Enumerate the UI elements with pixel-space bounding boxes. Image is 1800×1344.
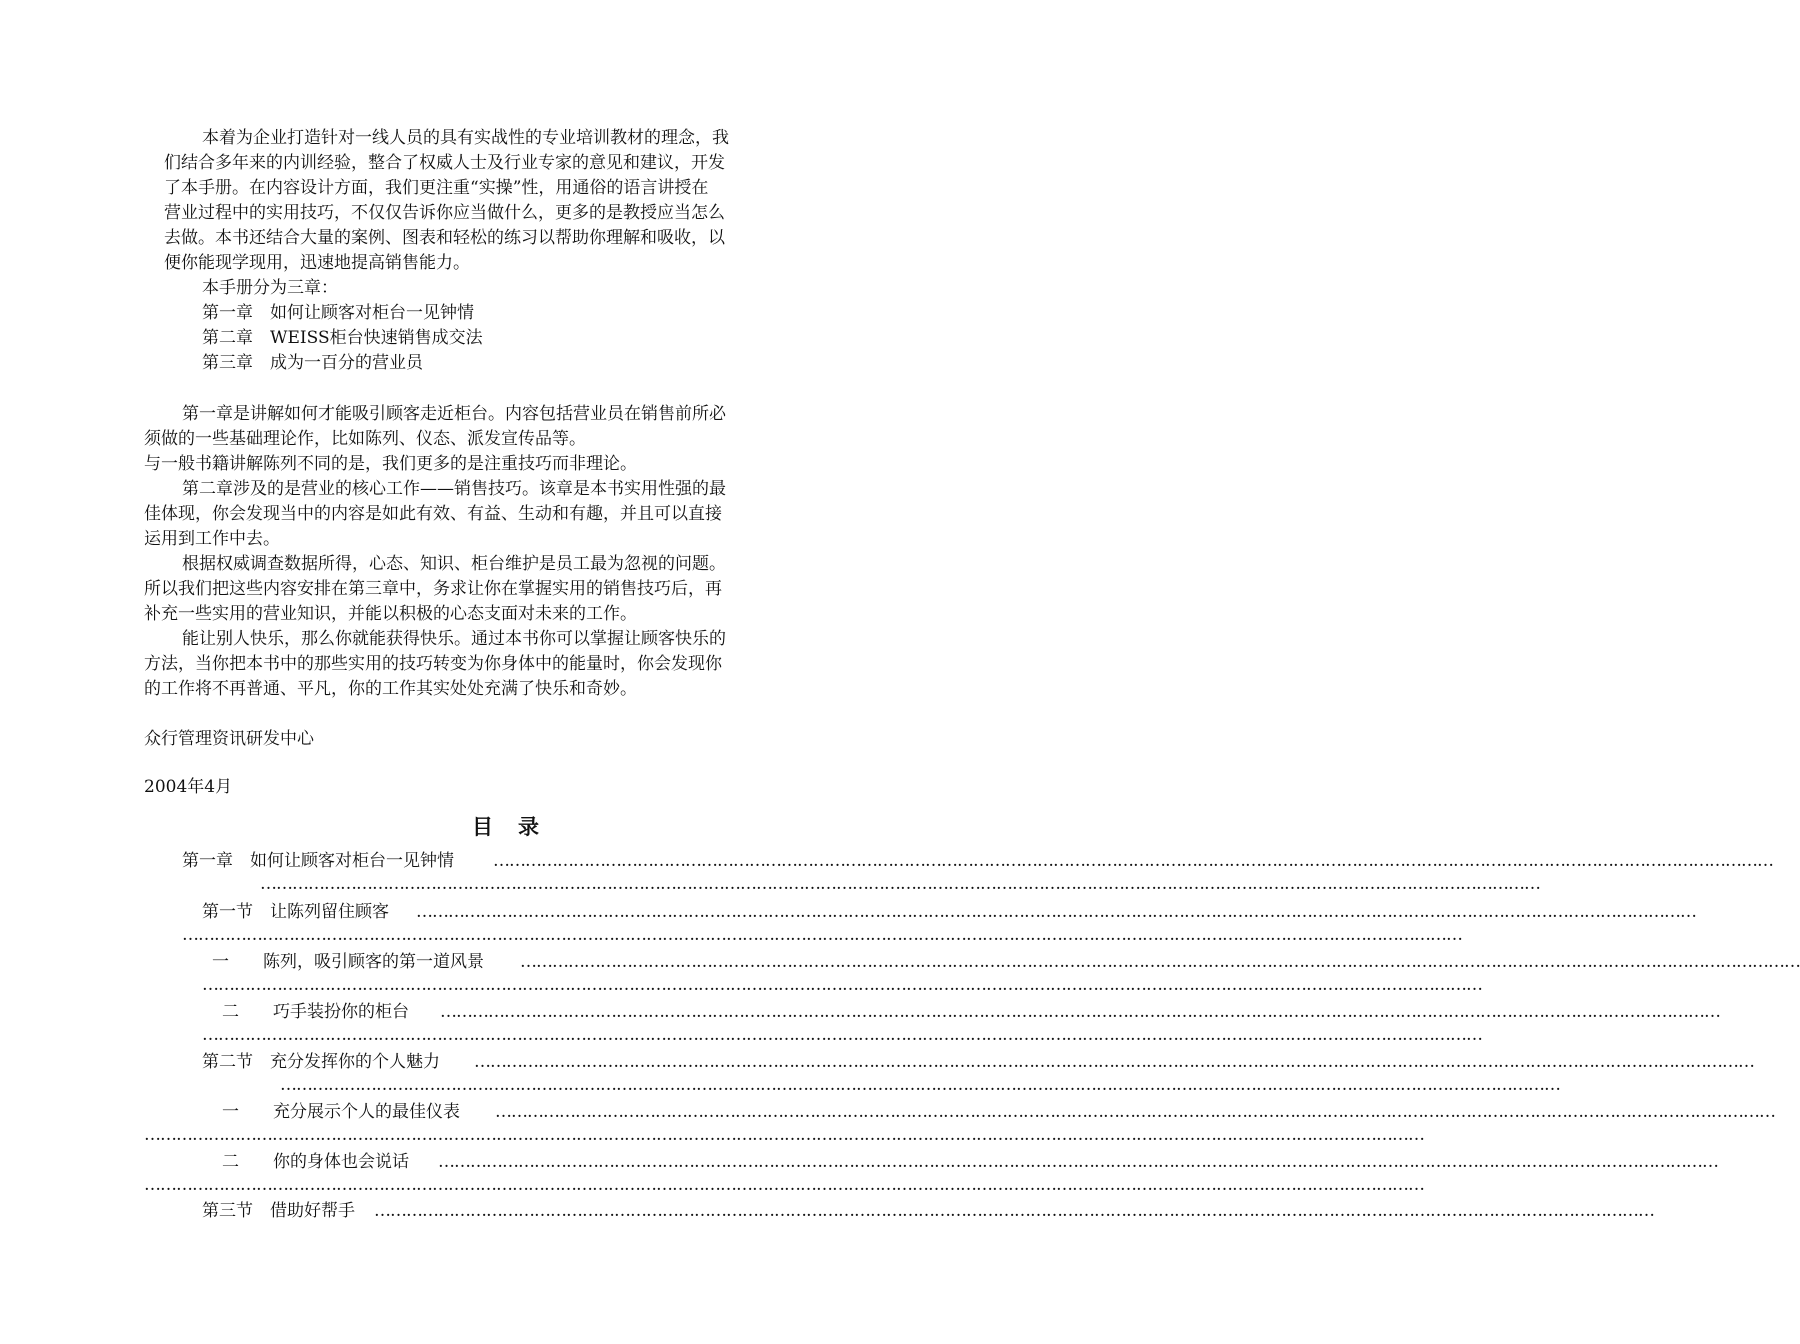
toc-leader: …………………………………………………………………………………………………………………………………………………………………………………………………………………… [474,1052,1754,1072]
toc-entry-label: 一 陈列，吸引顾客的第一道风景 [212,952,484,972]
toc-title: 目 录 [472,814,541,839]
toc-leader: …………………………………………………………………………………………………………………………………………………………………………………………………………………… [182,925,1462,945]
toc-leader: …………………………………………………………………………………………………………………………………………………………………………………………………………………… [280,1075,1560,1095]
divided-into-text: 本手册分为三章： [202,278,338,298]
preface-line: 本着为企业打造针对一线人员的具有实战性的专业培训教材的理念，我 [202,128,729,148]
body-line: 能让别人快乐，那么你就能获得快乐。通过本书你可以掌握让顾客快乐的 [182,629,726,649]
preface-line: 营业过程中的实用技巧，不仅仅告诉你应当做什么，更多的是教授应当怎么 [164,203,725,223]
toc-leader: …………………………………………………………………………………………………………………………………………………………………………………………………………………… [440,1002,1720,1022]
toc-leader: …………………………………………………………………………………………………………………………………………………………………………………………………………………… [144,1125,1424,1145]
body-line: 与一般书籍讲解陈列不同的是，我们更多的是注重技巧而非理论。 [144,454,637,474]
body-line: 第一章是讲解如何才能吸引顾客走近柜台。内容包括营业员在销售前所必 [182,404,726,424]
body-line: 须做的一些基础理论作，比如陈列、仪态、派发宣传品等。 [144,429,586,449]
toc-entry-label: 第一节 让陈列留住顾客 [202,902,389,922]
toc-entry-label: 第三节 借助好帮手 [202,1201,355,1221]
body-line: 运用到工作中去。 [144,529,280,549]
chapter-list-item: 第一章 如何让顾客对柜台一见钟情 [202,303,474,323]
preface-line: 去做。本书还结合大量的案例、图表和轻松的练习以帮助你理解和吸收，以 [164,228,725,248]
toc-leader: …………………………………………………………………………………………………………………………………………………………………………………………………………………… [144,1175,1424,1195]
toc-leader: …………………………………………………………………………………………………………………………………………………………………………………………………………………… [202,975,1482,995]
toc-entry-label: 二 你的身体也会说话 [222,1152,409,1172]
toc-leader: …………………………………………………………………………………………………………………………………………………………………………………………………………………… [493,851,1773,871]
preface-line: 了本手册。在内容设计方面，我们更注重“实操”性，用通俗的语言讲授在 [164,178,709,198]
body-line: 补充一些实用的营业知识，并能以积极的心态支面对未来的工作。 [144,604,637,624]
date: 2004年4月 [144,777,233,797]
body-line: 第二章涉及的是营业的核心工作——销售技巧。该章是本书实用性强的最 [182,479,726,499]
toc-leader: …………………………………………………………………………………………………………………………………………………………………………………………………………………… [416,902,1696,922]
preface-line: 便你能现学现用，迅速地提高销售能力。 [164,253,470,273]
chapter-list-item: 第三章 成为一百分的营业员 [202,353,423,373]
toc-leader: …………………………………………………………………………………………………………………………………………………………………………………………………………………… [495,1102,1775,1122]
signature: 众行管理资讯研发中心 [144,729,314,749]
body-line: 佳体现，你会发现当中的内容是如此有效、有益、生动和有趣，并且可以直接 [144,504,722,524]
toc-leader: …………………………………………………………………………………………………………………………………………………………………………………………………………………… [438,1152,1718,1172]
toc-leader: …………………………………………………………………………………………………………………………………………………………………………………………………………………… [520,952,1800,972]
body-line: 的工作将不再普通、平凡，你的工作其实处处充满了快乐和奇妙。 [144,679,637,699]
toc-leader: …………………………………………………………………………………………………………………………………………………………………………………………………………………… [374,1201,1654,1221]
toc-leader: …………………………………………………………………………………………………………………………………………………………………………………………………………………… [260,874,1540,894]
chapter-list-item: 第二章 WEISS柜台快速销售成交法 [202,328,483,348]
body-line: 根据权威调查数据所得，心态、知识、柜台维护是员工最为忽视的问题。 [182,554,726,574]
toc-entry-label: 二 巧手装扮你的柜台 [222,1002,409,1022]
body-line: 方法，当你把本书中的那些实用的技巧转变为你身体中的能量时，你会发现你 [144,654,722,674]
toc-leader: …………………………………………………………………………………………………………………………………………………………………………………………………………………… [202,1025,1482,1045]
body-line: 所以我们把这些内容安排在第三章中，务求让你在掌握实用的销售技巧后，再 [144,579,722,599]
toc-entry-label: 第二节 充分发挥你的个人魅力 [202,1052,440,1072]
toc-entry-label: 一 充分展示个人的最佳仪表 [222,1102,460,1122]
toc-entry-label: 第一章 如何让顾客对柜台一见钟情 [182,851,454,871]
preface-line: 们结合多年来的内训经验，整合了权威人士及行业专家的意见和建议，开发 [164,153,725,173]
